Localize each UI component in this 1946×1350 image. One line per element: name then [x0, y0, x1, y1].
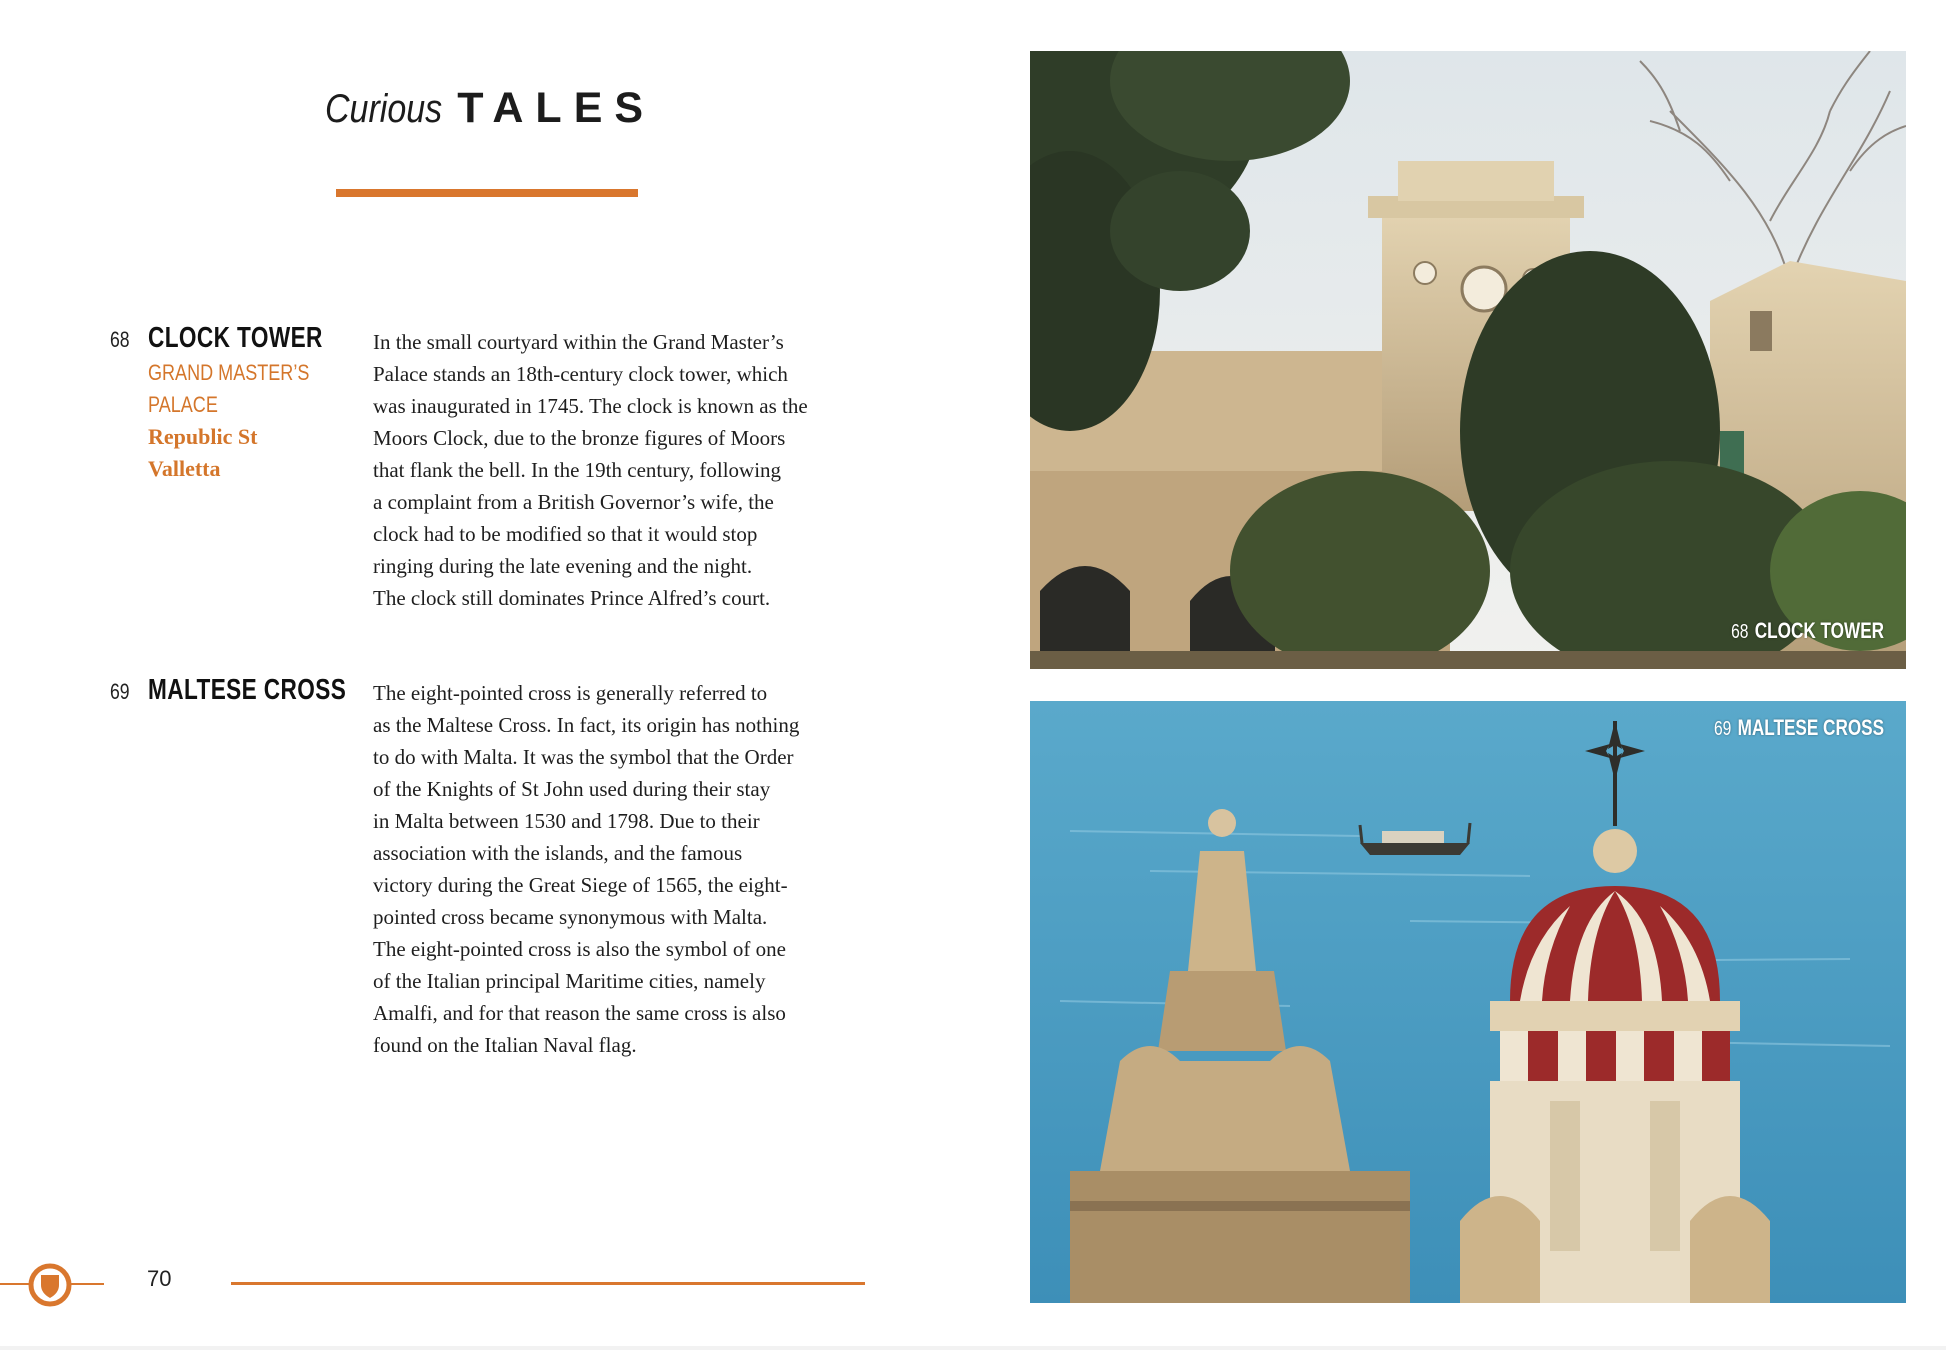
entry-number: 69	[110, 679, 130, 704]
body-line: The clock still dominates Prince Alfred’s court.	[373, 586, 771, 610]
entry-body	[373, 677, 893, 1061]
body-line: The eight-pointed cross is also the symbol of one	[373, 937, 786, 961]
header-rule	[336, 189, 638, 197]
venue-line: GRAND MASTER’S	[148, 360, 310, 385]
clock-tower-photo	[1030, 51, 1906, 669]
body-line: Moors Clock, due to the bronze figures of Moors	[373, 426, 786, 450]
header-tales: TALES	[457, 84, 656, 132]
photo-caption	[1731, 618, 1884, 644]
body-line: was inaugurated in 1745. The clock is known as the	[373, 394, 808, 418]
caption-title: MALTESE CROSS	[1737, 715, 1884, 740]
body-line: The eight-pointed cross is generally referred to	[373, 681, 768, 705]
body-line: clock had to be modified so that it would stop	[373, 522, 758, 546]
page-edge	[0, 1346, 1946, 1350]
body-line: ringing during the late evening and the night.	[373, 554, 753, 578]
body-line: Palace stands an 18th-century clock tower, which	[373, 362, 788, 386]
maltese-cross-photo	[1030, 701, 1906, 1303]
body-line: victory during the Great Siege of 1565, the eight-	[373, 873, 788, 897]
body-line: as the Maltese Cross. In fact, its origin has nothing	[373, 713, 800, 737]
body-line: that flank the bell. In the 19th century, following	[373, 458, 782, 482]
body-line: a complaint from a British Governor’s wife, the	[373, 490, 774, 514]
body-line: pointed cross became synonymous with Malta.	[373, 905, 768, 929]
caption-number: 68	[1731, 621, 1749, 643]
address-line: Valletta	[148, 456, 221, 481]
entry-venue	[148, 357, 309, 421]
body-line: to do with Malta. It was the symbol that the Order	[373, 745, 794, 769]
shield-icon	[28, 1263, 72, 1307]
body-line: In the small courtyard within the Grand Master’s	[373, 330, 784, 354]
body-line: in Malta between 1530 and 1798. Due to their	[373, 809, 760, 833]
caption-number: 69	[1713, 718, 1732, 740]
entry-number: 68	[110, 327, 130, 352]
page-number: 70	[147, 1266, 172, 1291]
section-header	[325, 84, 655, 133]
photo-caption	[1714, 715, 1884, 741]
footer-rule-right	[231, 1282, 865, 1285]
body-line: of the Knights of St John used during their stay	[373, 777, 771, 801]
address-line: Republic St	[148, 424, 258, 449]
body-line: of the Italian principal Maritime cities, namely	[373, 969, 766, 993]
body-line: Amalfi, and for that reason the same cross is also	[373, 1001, 786, 1025]
entry-title: CLOCK TOWER	[148, 322, 323, 354]
venue-line: PALACE	[148, 392, 218, 417]
header-curious: Curious	[325, 87, 443, 131]
caption-title: CLOCK TOWER	[1754, 618, 1884, 643]
entry-address	[148, 421, 257, 485]
body-line: association with the islands, and the famous	[373, 841, 743, 865]
entry-body	[373, 326, 893, 614]
entry-title: MALTESE CROSS	[148, 674, 347, 706]
body-line: found on the Italian Naval flag.	[373, 1033, 637, 1057]
